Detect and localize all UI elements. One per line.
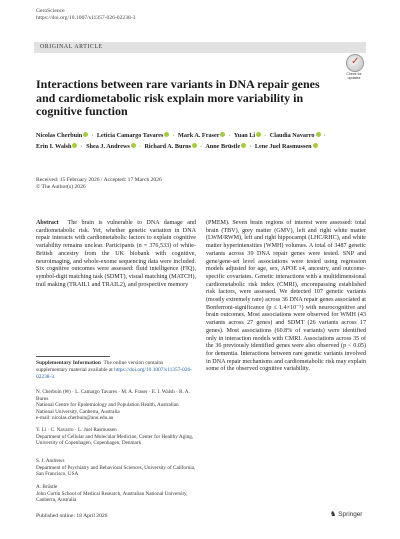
abstract-text-right: (PMEM). Seven brain regions of interest were assessed: total brain (TBV), grey matter (GMV), left and right white matter (LWM/RWM), left and right hippocampi (LHC/RHC), and white matter hyperintensities (WMH) volumes. A total of 3487 genetic variants across 39 DNA repair genes were tested. SNP and gene/gene-set level associations were tested using regression models adjusted for age, sex, APOE ε4, ancestry, and outcome-specific covariates. Genetic interactions with a multidimensional cardiometabolic risk index (CMRI), encompassing established risk factors, were assessed. We detected 107 genetic variants (mostly extremely rare) across 36 DNA repair genes associated at Bonferroni-significance (p ≤ 1.4×10⁻⁵) with neurocognitive and brain outcomes. Most associations were observed for WMH (43 variants across 27 genes) and SDMT (26 variants across 17 genes). Most associations (60.8% of variants) were identified only in interaction models with CMRI. Associations across 35 of the 36 previously identified genes were also observed (p < 0.05) for dementia. Interactions between rare genetic variants involved in DNA repair mechanisms and cardiometabolic risk may explain some of the observed cognitive variability. [206, 220, 366, 373]
supplementary-info [36, 360, 196, 380]
supplementary-link[interactable]: https://doi.org/10.1007/s11357-026-02238-3. [36, 366, 193, 380]
journal-name: GeroScience [36, 8, 65, 14]
received-accepted: Received: 15 February 2026 / Accepted: 17 March 2026 [36, 177, 162, 183]
affiliation-institution: Department of Cellular and Molecular Medicine, Center for Healthy Aging, University of Copenhagen, Copenhagen, Denmark [36, 433, 194, 447]
affiliation-institution: Department of Psychiatry and Behavioral Sciences, University of California, San Francisco, USA [36, 464, 196, 478]
author[interactable]: Mark A. Fraser [178, 132, 220, 139]
orcid-icon[interactable] [131, 143, 136, 148]
author[interactable]: Erin I. Walsh [36, 143, 72, 150]
abstract-text-left: The brain is vulnerable to DNA damage and cardiometabolic risk. Yet, whether genetic variation in DNA repair interacts with cardiometabolic factors to explain cognitive variability remains unclear. Participants (n = 376,533) of white-British ancestry from the UK biobank with cognitive, neuroimaging, and whole-exome sequencing data were included. Six cognitive outcomes were assessed: fluid intelligence (FIQ), symbol-digit matching task (SDMT), visual matching (MATCH), trail making (TRAIL1 and TRAIL2), and prospective memory [36, 220, 196, 288]
orcid-icon[interactable] [83, 132, 88, 137]
author[interactable]: Yuan Li [233, 132, 256, 139]
author[interactable]: Nicolas Cherbuin [36, 132, 83, 139]
orcid-icon[interactable] [256, 132, 261, 137]
affiliation-authors: S. J. Andrews [36, 458, 65, 464]
affiliation-1 [36, 389, 196, 422]
badge-line1: Check for [346, 72, 362, 76]
abstract-label: Abstract [36, 220, 59, 226]
author-line-2: Erin I. Walsh · Shea J. Andrews · Richard A. Burns · Anne Brüstle · Lene Juel Rasmussen [36, 141, 366, 152]
article-title: Interactions between rare variants in DNA repair genes and cardiometabolic risk explain more variability in cognitive function [36, 77, 320, 119]
orcid-icon[interactable] [220, 132, 225, 137]
affiliation-institution: National Centre for Epidemiology and Population Health, Australian National University, Canberra, Australia [36, 402, 179, 415]
affiliation-authors: N. Cherbuin (✉) · L. Camargo Tavares · M. A. Fraser · E. I. Walsh · R. A. Burns [36, 389, 190, 402]
author[interactable]: Shea J. Andrews [86, 143, 130, 150]
published-date: Published online: 18 April 2026 [36, 513, 108, 519]
check-for-updates-badge[interactable] [342, 54, 366, 82]
supplementary-text: The online version contains supplementary material available at [36, 360, 164, 373]
author[interactable]: Lene Juel Rasmussen [254, 143, 312, 150]
abstract-right-column [206, 220, 366, 374]
publisher-name: Springer [338, 511, 363, 518]
article-dates [36, 177, 162, 192]
orcid-icon[interactable] [72, 143, 77, 148]
orcid-icon[interactable] [316, 132, 321, 137]
affiliation-4 [36, 484, 196, 504]
orcid-icon[interactable] [313, 143, 318, 148]
author-list [36, 130, 366, 152]
affiliation-authors: Y. Li · C. Navarro · L. Juel Rasmussen [36, 427, 117, 433]
affiliation-2 [36, 427, 196, 447]
bookmark-icon: ✓ [346, 54, 364, 72]
author[interactable]: Richard A. Burns [144, 143, 192, 150]
springer-horse-icon: ♞ [330, 510, 337, 518]
orcid-icon[interactable] [192, 143, 197, 148]
affiliation-3 [36, 458, 196, 478]
badge-line2: updates [347, 76, 361, 80]
affiliation-institution: John Curtin School of Medical Research, Australian National University, Canberra, Australia [36, 490, 188, 504]
affiliation-email[interactable]: e-mail: nicolas.cherbuin@anu.edu.au [36, 415, 114, 422]
supplementary-label: Supplementary Information [36, 360, 101, 366]
journal-header [36, 8, 135, 22]
orcid-icon[interactable] [164, 132, 169, 137]
author-line-1: Nicolas Cherbuin · Leticia Camargo Tavares · Mark A. Fraser · Yuan Li · Claudia Navarro · [36, 132, 326, 139]
copyright: © The Author(s) 2026 [36, 184, 86, 191]
article-type-label: ORIGINAL ARTICLE [40, 44, 103, 50]
footnote-divider [36, 356, 110, 357]
abstract-left-column [36, 220, 196, 289]
author[interactable]: Anne Brüstle [205, 143, 241, 150]
doi-link[interactable]: https://doi.org/10.1007/s11357-026-02238-3 [36, 15, 136, 21]
affiliation-authors: A. Brüstle [36, 484, 58, 490]
author[interactable]: Claudia Navarro [269, 132, 315, 139]
author[interactable]: Leticia Camargo Tavares [96, 132, 164, 139]
publisher-logo [330, 510, 362, 518]
orcid-icon[interactable] [241, 143, 246, 148]
